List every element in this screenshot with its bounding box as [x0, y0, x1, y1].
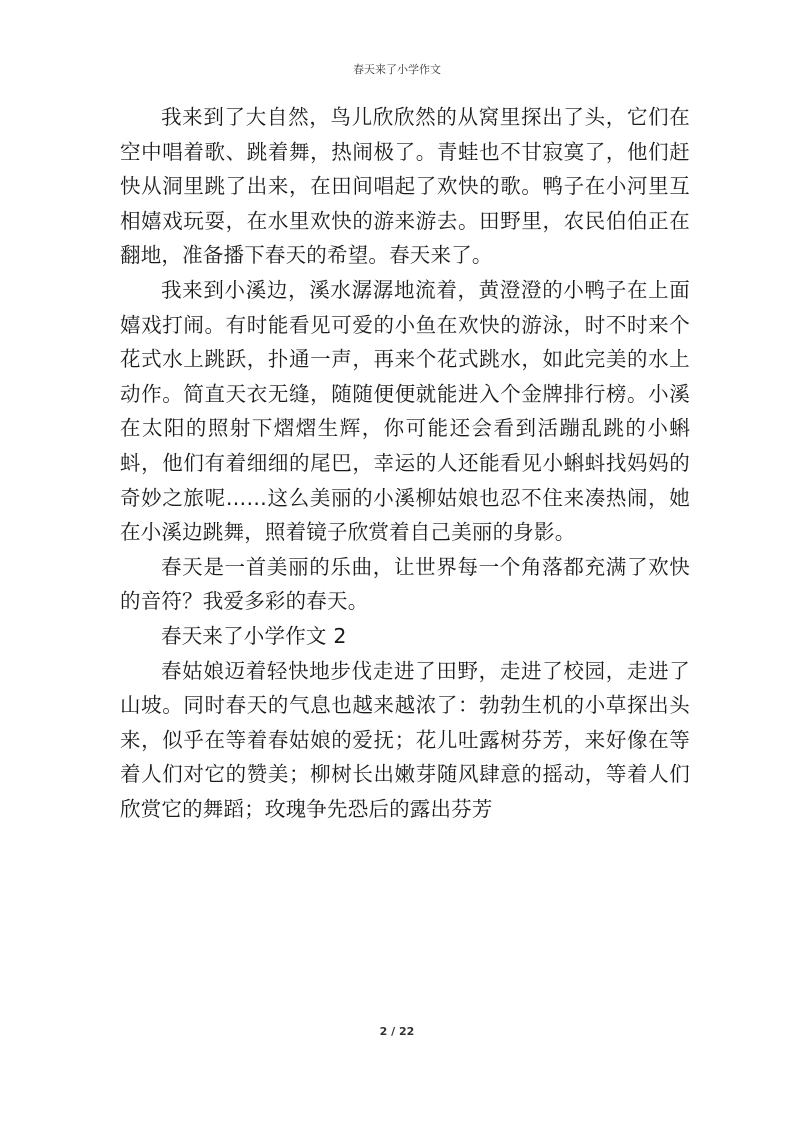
section-heading: 春天来了小学作文 2 [161, 623, 347, 648]
paragraph-3: 春天是一首美丽的乐曲，让世界每一个角落都充满了欢快的音符？我爱多彩的春天。 [120, 554, 690, 614]
paragraph-2: 我来到小溪边，溪水潺潺地流着，黄澄澄的小鸭子在上面嬉戏打闹。有时能看见可爱的小鱼在欢快的游泳，时不时来个花式水上跳跃，扑通一声，再来个花式跳水，如此完美的水上动作。简直天衣无缝，随随便便就能进入个金牌排行榜。小溪在太阳的照射下熠熠生辉，你可能还会看到活蹦乱跳的小蝌蚪，他们有着细细的尾巴，幸运的人还能看见小蝌蚪找妈妈的奇妙之旅呢……这么美丽的小溪柳姑娘也忍不住来凑热闹，她在小溪边跳舞，照着镜子欣赏着自己美丽的身影。 [120, 277, 690, 545]
paragraph-1: 我来到了大自然，鸟儿欣欣然的从窝里探出了头，它们在空中唱着歌、跳着舞，热闹极了。青蛙也不甘寂寞了，他们赶快从洞里跳了出来，在田间唱起了欢快的歌。鸭子在小河里互相嬉戏玩耍，在水里欢快的游来游去。田野里，农民伯伯正在翻地，准备播下春天的希望。春天来了。 [120, 105, 690, 268]
document-body [120, 100, 690, 826]
page-header: 春天来了小学作文 [353, 63, 441, 76]
page-number: 2 / 22 [379, 1025, 415, 1038]
paragraph-4: 春姑娘迈着轻快地步伐走进了田野，走进了校园，走进了山坡。同时春天的气息也越来越浓了：勃勃生机的小草探出头来，似乎在等着春姑娘的爱抚；花儿吐露树芬芳，来好像在等着人们对它的赞美；柳树长出嫩芽随风肆意的摇动，等着人们欣赏它的舞蹈；玫瑰争先恐后的露出芬芳 [120, 658, 690, 821]
